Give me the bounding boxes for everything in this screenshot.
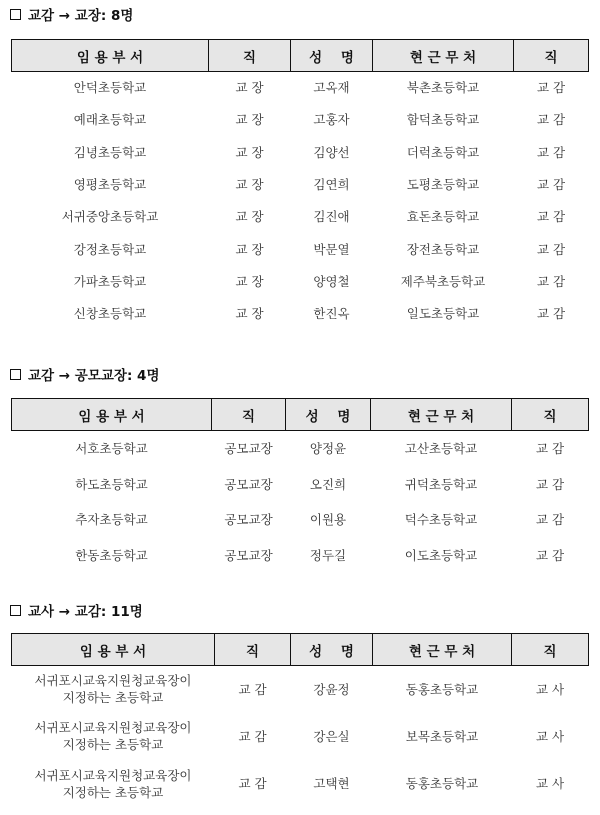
table-row	[12, 466, 589, 502]
cell-current-work: 더럭초등학교	[406, 144, 480, 160]
section-3-heading	[10, 600, 143, 620]
table-row	[12, 538, 589, 574]
cell-dept: 신창초등학교	[73, 306, 147, 322]
cell-current-work: 북촌초등학교	[406, 80, 480, 96]
table-row	[12, 298, 589, 330]
header-position: 직	[212, 399, 286, 431]
header-dept: 임 용 부 서	[12, 399, 212, 431]
cell-current-work: 도평초등학교	[406, 177, 480, 193]
table-row	[12, 713, 589, 760]
cell-position: 공모교장	[224, 512, 273, 528]
cell-text-line: 지정하는 초등학교	[62, 737, 164, 753]
cell-current-position: 교 감	[536, 177, 566, 193]
cell-position: 공모교장	[224, 476, 273, 492]
checkbox-icon	[10, 9, 21, 20]
cell-dept	[12, 713, 215, 760]
header-name: 성 명	[291, 40, 373, 72]
cell-current-position: 교 감	[535, 441, 565, 457]
cell-current-position: 교 감	[536, 144, 566, 160]
cell-current-position: 교 감	[536, 306, 566, 322]
cell-dept	[12, 760, 215, 807]
cell-name: 양영철	[313, 273, 350, 289]
table-row	[12, 666, 589, 713]
table-row	[12, 201, 589, 233]
cell-dept: 안덕초등학교	[73, 80, 147, 96]
cell-current-position: 교 감	[535, 512, 565, 528]
cell-current-position: 교 사	[535, 728, 565, 744]
header-current-work: 현 근 무 처	[373, 634, 512, 666]
cell-name: 고옥재	[313, 80, 350, 96]
header-name: 성 명	[291, 634, 373, 666]
cell-current-position: 교 사	[535, 776, 565, 792]
cell-dept: 추자초등학교	[75, 512, 148, 528]
header-position: 직	[512, 399, 589, 431]
cell-name: 고홍자	[313, 112, 350, 128]
cell-text-line: 서귀포시교육지원청교육장이	[34, 767, 192, 783]
header-position: 직	[514, 40, 589, 72]
table-header-row	[12, 634, 589, 666]
cell-name: 이원용	[309, 512, 347, 528]
cell-current-work: 덕수초등학교	[404, 512, 478, 528]
section-1-heading	[10, 4, 133, 24]
header-dept: 임 용 부 서	[12, 634, 215, 666]
cell-current-position: 교 감	[536, 241, 566, 257]
table-row	[12, 760, 589, 807]
table-row	[12, 265, 589, 297]
header-current-work: 현 근 무 처	[373, 40, 514, 72]
cell-text-line: 지정하는 초등학교	[62, 690, 164, 706]
cell-current-position: 교 사	[535, 681, 565, 697]
cell-current-work: 장전초등학교	[406, 241, 480, 257]
cell-name: 김양선	[313, 144, 350, 160]
cell-current-position: 교 감	[536, 273, 566, 289]
cell-position: 교 장	[235, 177, 264, 193]
cell-current-work: 보목초등학교	[405, 728, 479, 744]
cell-current-work: 함덕초등학교	[406, 112, 480, 128]
cell-position: 교 감	[238, 728, 267, 744]
cell-name: 김진애	[313, 209, 350, 225]
header-dept: 임 용 부 서	[12, 40, 209, 72]
cell-current-position: 교 감	[536, 112, 566, 128]
cell-current-work: 제주북초등학교	[400, 273, 486, 289]
table-row	[12, 72, 589, 104]
cell-name: 강은실	[313, 728, 350, 744]
cell-text-line: 서귀포시교육지원청교육장이	[34, 720, 192, 736]
cell-name: 고택현	[313, 776, 350, 792]
checkbox-icon	[10, 605, 21, 616]
table-row	[12, 233, 589, 265]
cell-name: 오진희	[309, 476, 347, 492]
section-2-heading	[10, 364, 160, 384]
cell-position: 교 장	[235, 209, 264, 225]
table-row	[12, 136, 589, 168]
header-name: 성 명	[286, 399, 371, 431]
cell-position: 공모교장	[224, 548, 273, 564]
cell-position: 공모교장	[224, 441, 273, 457]
cell-current-work: 효돈초등학교	[406, 209, 480, 225]
table-row	[12, 431, 589, 467]
cell-current-work: 동홍초등학교	[405, 776, 479, 792]
table-header-row	[12, 40, 589, 72]
cell-position: 교 장	[235, 241, 264, 257]
cell-current-work: 일도초등학교	[406, 306, 480, 322]
cell-dept: 한동초등학교	[75, 548, 148, 564]
header-current-work: 현 근 무 처	[371, 399, 512, 431]
cell-current-work: 귀덕초등학교	[404, 476, 478, 492]
cell-dept: 서귀중앙초등학교	[61, 209, 159, 225]
cell-position: 교 감	[238, 776, 267, 792]
table-row	[12, 104, 589, 136]
header-position: 직	[215, 634, 291, 666]
cell-current-position: 교 감	[536, 209, 566, 225]
checkbox-icon	[10, 369, 21, 380]
cell-dept: 강정초등학교	[73, 241, 147, 257]
cell-name: 강윤정	[313, 681, 350, 697]
cell-current-position: 교 감	[535, 476, 565, 492]
cell-dept: 서호초등학교	[75, 441, 148, 457]
section-2-title: 교감 → 공모교장: 4명	[28, 368, 160, 384]
cell-name: 박문열	[313, 241, 350, 257]
section-3-table	[11, 633, 589, 807]
cell-name: 김연희	[313, 177, 350, 193]
cell-dept: 김녕초등학교	[73, 144, 147, 160]
cell-dept: 가파초등학교	[73, 273, 147, 289]
cell-dept: 하도초등학교	[75, 476, 148, 492]
cell-name: 양정윤	[309, 441, 347, 457]
header-position: 직	[209, 40, 291, 72]
cell-dept: 영평초등학교	[73, 177, 147, 193]
cell-position: 교 장	[235, 144, 264, 160]
cell-position: 교 장	[235, 80, 264, 96]
header-position: 직	[512, 634, 589, 666]
cell-name: 정두길	[309, 548, 347, 564]
cell-text-line: 지정하는 초등학교	[62, 784, 164, 800]
cell-name: 한진옥	[313, 306, 350, 322]
cell-dept: 예래초등학교	[73, 112, 147, 128]
cell-dept	[12, 666, 215, 713]
table-row	[12, 502, 589, 538]
table-header-row	[12, 399, 589, 431]
cell-position: 교 장	[235, 112, 264, 128]
cell-position: 교 장	[235, 273, 264, 289]
cell-current-work: 이도초등학교	[404, 548, 478, 564]
table-row	[12, 168, 589, 200]
cell-current-work: 동홍초등학교	[405, 681, 479, 697]
cell-position: 교 장	[235, 306, 264, 322]
section-1-table	[11, 39, 589, 330]
cell-current-work: 고산초등학교	[404, 441, 478, 457]
cell-current-position: 교 감	[535, 548, 565, 564]
cell-text-line: 서귀포시교육지원청교육장이	[34, 673, 192, 689]
section-1-title: 교감 → 교장: 8명	[28, 8, 134, 24]
cell-position: 교 감	[238, 681, 267, 697]
section-3-title: 교사 → 교감: 11명	[28, 604, 143, 620]
cell-current-position: 교 감	[536, 80, 566, 96]
section-2-table	[11, 398, 589, 574]
